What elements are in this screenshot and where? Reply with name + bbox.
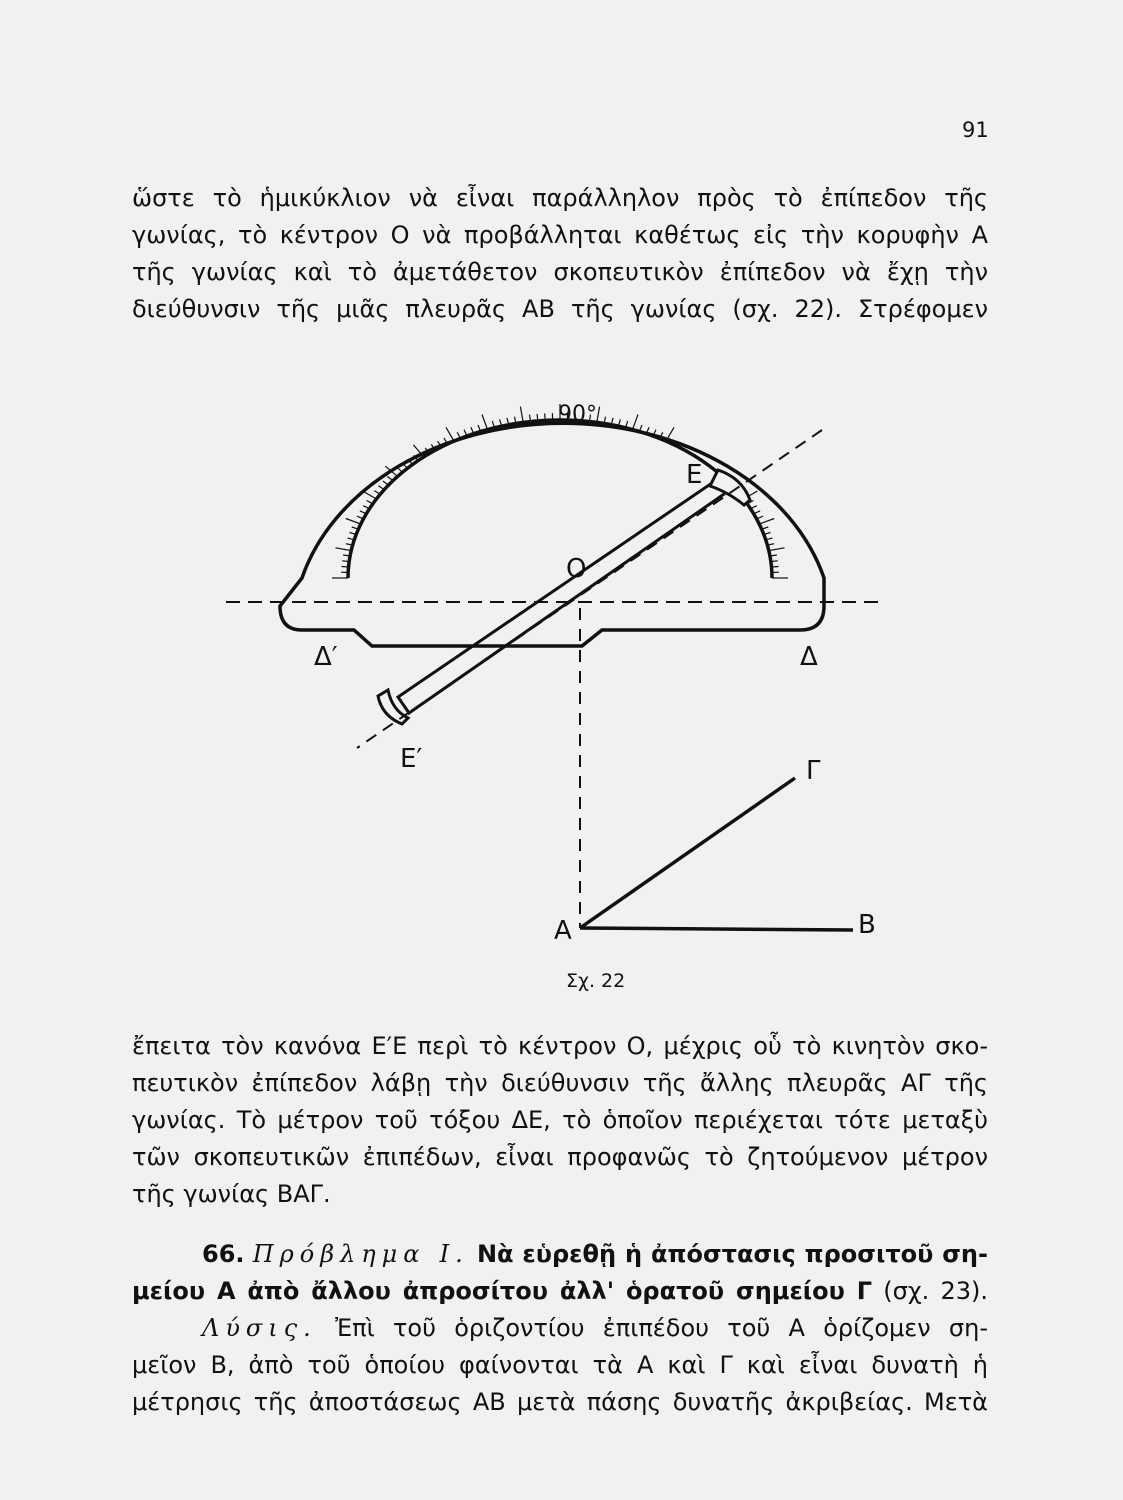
text-line: τῶν σκοπευτικῶν ἐπιπέδων, εἶναι προφανῶς τὸ ζητούμενον μέτρον xyxy=(132,1143,988,1171)
side-AB xyxy=(580,928,853,930)
scale-tick xyxy=(378,486,384,490)
problem-label: Πρόβλημα Ι. xyxy=(252,1240,469,1268)
label-A: Α xyxy=(554,916,572,946)
scale-tick xyxy=(537,414,538,421)
scale-tick xyxy=(342,567,349,568)
problem-heading xyxy=(132,1236,988,1273)
side-AG xyxy=(580,778,795,928)
text-line: τῆς γωνίας ΒΑΓ. xyxy=(132,1180,331,1208)
scale-tick xyxy=(769,548,785,551)
scale-tick xyxy=(545,413,546,420)
scale-tick xyxy=(383,481,389,485)
text-line: μεῖον Β, ἀπὸ τοῦ ὁποίου φαίνονται τὰ Α καὶ Γ καὶ εἶναι δυνατὴ ἡ xyxy=(132,1351,988,1379)
solution-text: Ἐπὶ τοῦ ὁριζοντίου ἐπιπέδου τοῦ Α ὁρίζομεν ση- xyxy=(335,1314,988,1342)
sighting-rule xyxy=(398,483,727,713)
label-gamma: Γ xyxy=(806,756,821,786)
scale-tick xyxy=(759,519,774,525)
scale-tick xyxy=(520,407,523,423)
label-delta: Δ xyxy=(800,642,818,672)
text-line: μέτρησις τῆς ἀποστάσεως ΑΒ μετὰ πάσης δυνατῆς ἀκριβείας. Μετὰ xyxy=(132,1388,988,1416)
after-figure-paragraph xyxy=(132,1028,988,1213)
figure-caption: Σχ. 22 xyxy=(566,970,626,992)
scale-tick xyxy=(346,519,361,525)
solution-line xyxy=(132,1310,988,1347)
scale-tick xyxy=(387,476,393,480)
label-B: Β xyxy=(858,910,876,940)
problem-title: Νὰ εὑρεθῇ ἡ ἀπόστασις προσιτοῦ ση- xyxy=(476,1240,988,1268)
problem-number: 66. xyxy=(202,1240,245,1268)
figure-22 xyxy=(222,340,922,1000)
text-line: διεύθυνσιν τῆς μιᾶς πλευρᾶς ΑΒ τῆς γωνίας (σχ. 22). Στρέφομεν xyxy=(132,295,988,323)
scale-tick xyxy=(446,427,454,441)
scale-tick xyxy=(597,407,600,423)
label-O: Ο xyxy=(566,554,587,584)
text-line: πευτικὸν ἐπίπεδον λάβῃ τὴν διεύθυνσιν τῆς ἄλλης πλευρᾶς ΑΓ τῆς xyxy=(132,1069,988,1097)
scale-tick xyxy=(342,561,349,562)
protractor-inner-arc xyxy=(348,420,772,578)
label-delta-prime: Δ′ xyxy=(314,642,338,672)
label-E-prime: Ε′ xyxy=(400,744,423,774)
page-number: 91 xyxy=(962,118,989,142)
scale-tick xyxy=(771,561,778,562)
text-line: γωνίας. Τὸ μέτρον τοῦ τόξου ΔΕ, τὸ ὁποῖον περιέχεται τότε μεταξὺ xyxy=(132,1106,988,1134)
intro-paragraph xyxy=(132,180,988,328)
problem-66 xyxy=(132,1236,988,1421)
figure-reference: (σχ. 23). xyxy=(883,1277,988,1305)
text-line: τῆς γωνίας καὶ τὸ ἀμετάθετον σκοπευτικὸν ἐπίπεδον νὰ ἔχῃ τὴν xyxy=(132,258,988,286)
label-E: Ε xyxy=(686,460,703,490)
scale-tick xyxy=(397,468,402,473)
scale-label-90: 90° xyxy=(558,402,597,427)
text-line: ἔπειτα τὸν κανόνα Ε′Ε περὶ τὸ κέντρον Ο, μέχρις οὗ τὸ κινητὸν σκο- xyxy=(132,1032,988,1060)
solution-label: Λύσις. xyxy=(202,1314,317,1342)
scale-tick xyxy=(374,491,380,495)
text-line: γωνίας, τὸ κέντρον Ο νὰ προβάλληται καθέτως εἰς τὴν κορυφὴν Α xyxy=(132,221,988,249)
scale-tick xyxy=(633,415,639,430)
scale-tick xyxy=(363,491,377,499)
problem-title-cont: μείου Α ἀπὸ ἄλλου ἀπροσίτου ἀλλ' ὁρατοῦ σημείου Γ xyxy=(132,1277,873,1305)
scale-tick xyxy=(772,567,779,568)
scale-tick xyxy=(482,415,488,430)
text-line: ὥστε τὸ ἡμικύκλιον νὰ εἶναι παράλληλον πρὸς τὸ ἐπίπεδον τῆς xyxy=(132,184,988,212)
scale-tick xyxy=(336,548,352,551)
problem-heading-cont xyxy=(132,1273,988,1310)
